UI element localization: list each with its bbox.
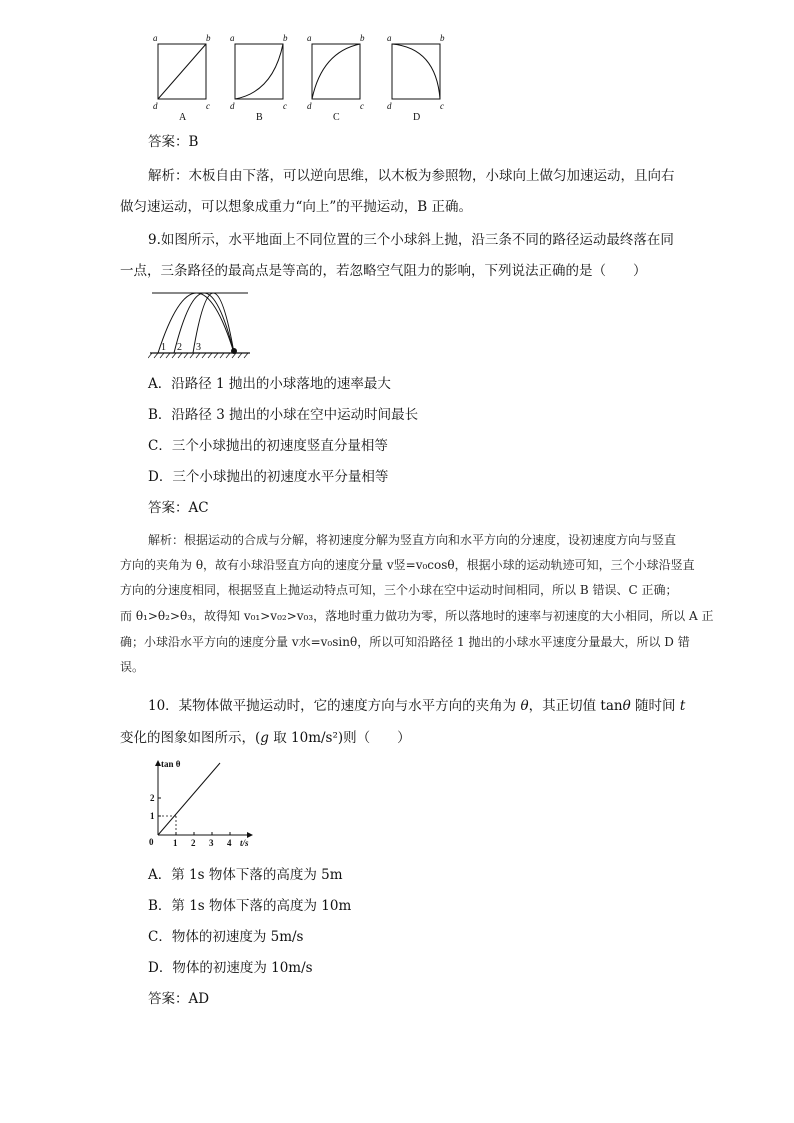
y-tick-1: 1 [150, 811, 155, 821]
q9-stem-line1: 9.如图所示，水平地面上不同位置的三个小球斜上抛，沿三条不同的路径运动最终落在同 [148, 232, 674, 248]
path-label-2: 2 [177, 342, 182, 353]
q9-analysis-line5: 确；小球沿水平方向的速度分量 v水=v₀sinθ，所以可知沿路径 1 抛出的小球水平速度分量最大，所以 D 错 [120, 635, 690, 649]
q8-analysis-line1: 解析：木板自由下落，可以逆向思维，以木板为参照物，小球向上做匀加速运动，且向右 [148, 168, 675, 184]
q10-option-b: B．第 1s 物体下落的高度为 10m [148, 898, 352, 914]
tan-line [158, 763, 220, 835]
corner-label: a [153, 33, 158, 43]
x-axis-label: t/s [240, 838, 249, 848]
corner-label: a [387, 33, 392, 43]
option-b-figure [235, 44, 283, 99]
theta-symbol: θ [520, 698, 529, 714]
corner-label: a [307, 33, 312, 43]
corner-label: d [387, 101, 392, 111]
q9-stem-line2: 一点，三条路径的最高点是等高的，若忽略空气阻力的影响，下列说法正确的是（ ） [120, 263, 647, 279]
corner-label: d [230, 101, 235, 111]
option-figures-svg [150, 30, 450, 125]
q10-stem-part: 随时间 [630, 698, 680, 714]
corner-label: b [283, 33, 288, 43]
path-label-3: 3 [196, 342, 201, 353]
trajectory-2 [174, 293, 234, 353]
curve-a [158, 44, 206, 99]
option-letter-c: C [333, 112, 340, 123]
q9-option-d: D．三个小球抛出的初速度水平分量相等 [148, 469, 389, 485]
q10-answer: 答案：AD [148, 991, 210, 1007]
q10-stem-line2 [120, 729, 411, 747]
trajectory-figure-svg [148, 285, 258, 365]
q10-stem-part: 取 10m/s²)则（ ） [268, 730, 411, 746]
option-figures [150, 30, 450, 125]
curve-b [235, 44, 283, 99]
g-symbol: g [260, 730, 269, 746]
corner-label: c [206, 101, 210, 111]
q10-option-c: C．物体的初速度为 5m/s [148, 929, 304, 945]
q9-analysis-line3: 方向的分速度相同，根据竖直上抛运动特点可知，三个小球在空中运动时间相同，所以 B 错误、C 正确； [120, 583, 678, 597]
q9-analysis-line6: 误。 [120, 660, 145, 674]
corner-label: c [283, 101, 287, 111]
path-label-1: 1 [161, 342, 166, 353]
option-c-figure [312, 44, 360, 99]
q8-analysis-line2: 做匀速运动，可以想象成重力“向上”的平抛运动，B 正确。 [120, 199, 473, 215]
landing-point [231, 348, 237, 354]
x-tick-4: 4 [227, 838, 232, 848]
x-tick-1: 1 [173, 838, 178, 848]
q10-option-a: A．第 1s 物体下落的高度为 5m [148, 867, 343, 883]
y-axis-label: tan θ [161, 759, 181, 769]
curve-d [392, 44, 440, 99]
option-letter-b: B [256, 112, 263, 123]
corner-label: a [230, 33, 235, 43]
q10-stem-part: ，其正切值 tan [528, 698, 623, 714]
q9-analysis-line2: 方向的夹角为 θ，故有小球沿竖直方向的速度分量 v竖=v₀cosθ，根据小球的运动轨迹可知，三个小球沿竖直 [120, 558, 695, 572]
option-a-figure [158, 44, 206, 99]
option-letter-d: D [413, 112, 421, 123]
q9-option-b: B．沿路径 3 抛出的小球在空中运动时间最长 [148, 407, 419, 423]
corner-label: b [206, 33, 211, 43]
theta-symbol: θ [622, 698, 631, 714]
q9-answer: 答案：AC [148, 500, 209, 516]
q10-option-d: D．物体的初速度为 10m/s [148, 960, 313, 976]
q10-stem-line1 [148, 697, 685, 715]
curve-c [312, 44, 360, 99]
option-letter-a: A [179, 112, 187, 123]
q9-analysis-line4: 而 θ₁>θ₂>θ₃，故得知 v₀₁>v₀₂>v₀₃，落地时重力做功为零，所以落地时的速率与初速度的大小相同，所以 A 正 [120, 609, 714, 623]
corner-label: b [360, 33, 365, 43]
y-tick-2: 2 [150, 793, 155, 803]
q10-stem-part: 变化的图象如图所示，( [120, 730, 261, 746]
q8-answer: 答案：B [148, 134, 199, 150]
corner-label: b [440, 33, 445, 43]
q9-figure [148, 285, 258, 365]
corner-label: c [440, 101, 444, 111]
q10-graph [140, 755, 270, 850]
corner-label: d [307, 101, 312, 111]
tan-theta-graph-svg [140, 755, 270, 850]
q9-analysis-line1: 解析：根据运动的合成与分解，将初速度分解为竖直方向和水平方向的分速度，设初速度方向与竖直 [148, 533, 677, 547]
corner-label: c [360, 101, 364, 111]
x-tick-3: 3 [209, 838, 214, 848]
q10-stem-part: 10．某物体做平抛运动时，它的速度方向与水平方向的夹角为 [148, 698, 521, 714]
x-tick-2: 2 [191, 838, 196, 848]
origin-label: 0 [149, 837, 154, 847]
option-d-figure [392, 44, 440, 99]
corner-label: d [153, 101, 158, 111]
q9-option-a: A．沿路径 1 抛出的小球落地的速率最大 [148, 376, 391, 392]
q9-option-c: C．三个小球抛出的初速度竖直分量相等 [148, 438, 388, 454]
t-symbol: t [679, 698, 686, 714]
